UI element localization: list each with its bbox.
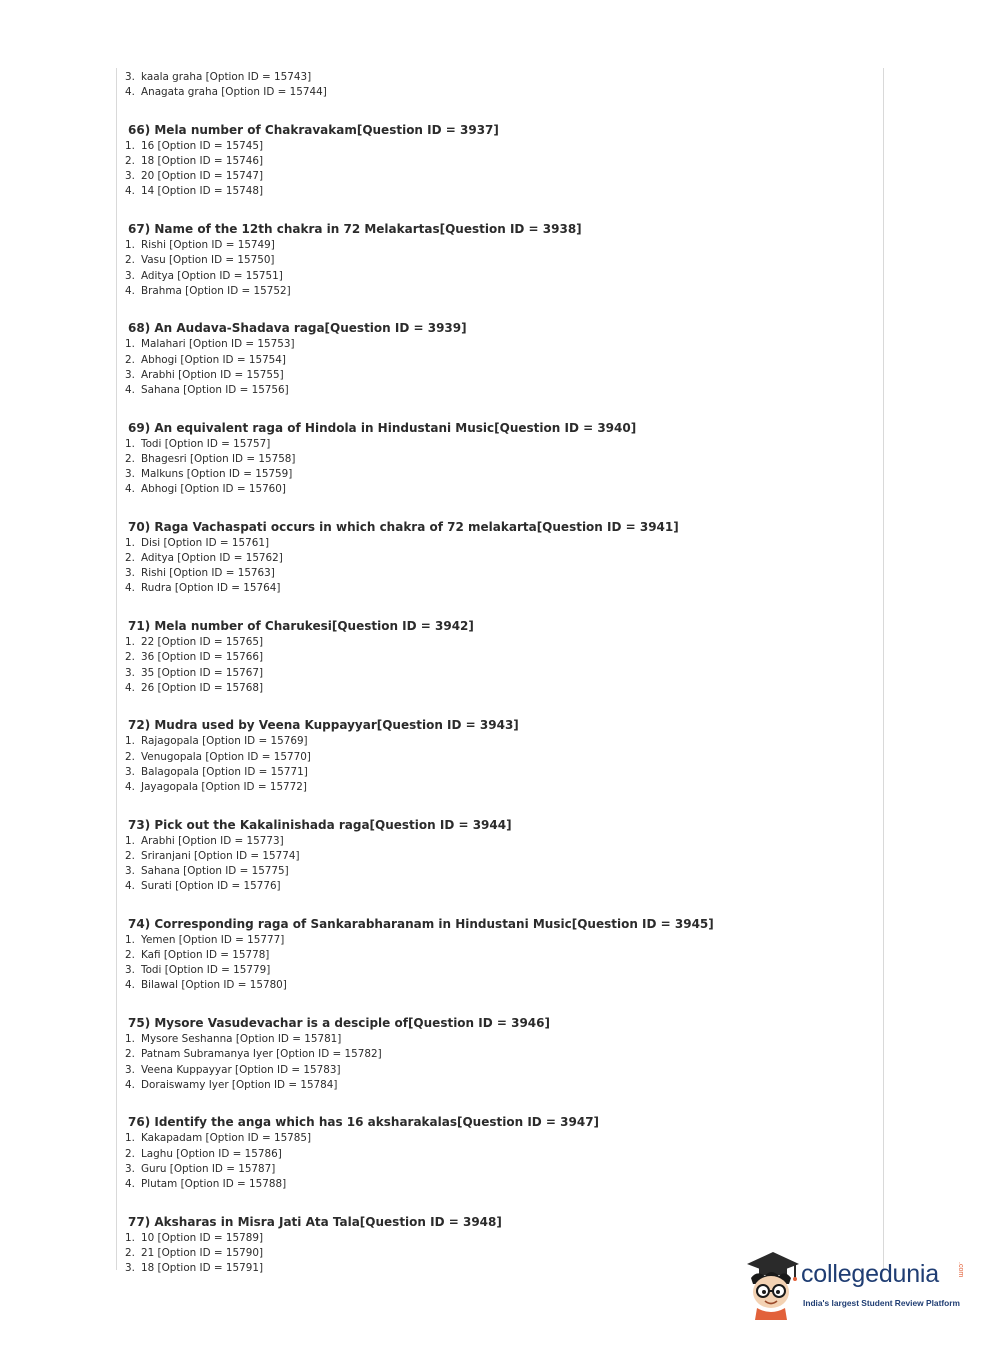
question-title: 74) Corresponding raga of Sankarabharanam in Hindustani Music[Question ID = 3945] [128, 916, 714, 931]
question-70 [125, 519, 865, 597]
logo-wordmark: collegedunia [801, 1260, 939, 1288]
mascot-icon [743, 1248, 803, 1320]
option: 3. Malkuns [Option ID = 15759] [125, 468, 293, 480]
option: 2. Laghu [Option ID = 15786] [125, 1147, 282, 1160]
option: 1. 10 [Option ID = 15789] [125, 1231, 264, 1244]
option: 3. Todi [Option ID = 15779] [125, 964, 271, 977]
option-list [125, 635, 865, 696]
option: 2. Aditya [Option ID = 15762] [125, 552, 283, 565]
option: 3. Veena Kuppayyar [Option ID = 15783] [125, 1063, 341, 1076]
option: 3. kaala graha [Option ID = 15743] [125, 71, 312, 83]
question-76 [125, 1114, 865, 1192]
question-title: 73) Pick out the Kakalinishada raga[Question ID = 3944] [128, 817, 512, 832]
question-title: 66) Mela number of Chakravakam[Question ID = 3937] [128, 122, 499, 137]
question-69 [125, 420, 865, 498]
question-71 [125, 618, 865, 696]
question-66 [125, 122, 865, 200]
option: 2. Bhagesri [Option ID = 15758] [125, 452, 296, 465]
option: 3. Sahana [Option ID = 15775] [125, 865, 289, 877]
option-list [125, 238, 865, 299]
option: 1. 22 [Option ID = 15765] [125, 636, 264, 649]
option: 3. 20 [Option ID = 15747] [125, 170, 264, 183]
option: 4. Abhogi [Option ID = 15760] [125, 483, 286, 496]
option-list [125, 834, 865, 895]
option: 1. Kakapadam [Option ID = 15785] [125, 1132, 312, 1145]
option-list [125, 1032, 865, 1093]
question-title: 69) An equivalent raga of Hindola in Hindustani Music[Question ID = 3940] [128, 420, 637, 435]
question-73 [125, 817, 865, 895]
option: 3. 18 [Option ID = 15791] [125, 1262, 264, 1274]
option: 1. Mysore Seshanna [Option ID = 15781] [125, 1033, 342, 1046]
collegedunia-logo [743, 1248, 973, 1320]
question-title: 70) Raga Vachaspati occurs in which chakra of 72 melakarta[Question ID = 3941] [128, 519, 679, 534]
question-68 [125, 320, 865, 398]
option: 1. Todi [Option ID = 15757] [125, 437, 271, 450]
option: 2. 36 [Option ID = 15766] [125, 651, 264, 664]
option: 1. Rajagopala [Option ID = 15769] [125, 735, 308, 748]
option: 2. 21 [Option ID = 15790] [125, 1246, 264, 1259]
option: 2. Sriranjani [Option ID = 15774] [125, 849, 300, 862]
option: 3. Balagopala [Option ID = 15771] [125, 765, 308, 778]
question-title: 75) Mysore Vasudevachar is a desciple of[Question ID = 3946] [128, 1016, 550, 1031]
option: 4. Anagata graha [Option ID = 15744] [125, 86, 327, 99]
option: 2. Patnam Subramanya Iyer [Option ID = 15782] [125, 1048, 382, 1061]
question-72 [125, 717, 865, 795]
option: 4. Sahana [Option ID = 15756] [125, 383, 289, 396]
option: 2. Abhogi [Option ID = 15754] [125, 353, 286, 366]
option: 4. Jayagopala [Option ID = 15772] [125, 780, 307, 793]
option: 3. Guru [Option ID = 15787] [125, 1162, 276, 1175]
question-title: 72) Mudra used by Veena Kuppayyar[Question ID = 3943] [128, 718, 519, 733]
option-list [125, 139, 865, 200]
question-67 [125, 221, 865, 299]
question-title: 77) Aksharas in Misra Jati Ata Tala[Question ID = 3948] [128, 1214, 502, 1229]
option-list [125, 734, 865, 795]
option-list [125, 536, 865, 597]
option: 3. Aditya [Option ID = 15751] [125, 269, 283, 282]
question-title: 67) Name of the 12th chakra in 72 Melakartas[Question ID = 3938] [128, 222, 582, 237]
option: 2. Kafi [Option ID = 15778] [125, 949, 270, 962]
question-paper [125, 70, 865, 1276]
option: 4. 26 [Option ID = 15768] [125, 681, 264, 694]
option: 4. Doraiswamy Iyer [Option ID = 15784] [125, 1078, 338, 1091]
page-left-rule [116, 68, 117, 1270]
option: 1. Malahari [Option ID = 15753] [125, 338, 295, 351]
option-list [125, 337, 865, 398]
option-list [125, 1131, 865, 1192]
option: 1. Yemen [Option ID = 15777] [125, 933, 285, 946]
option: 1. Arabhi [Option ID = 15773] [125, 834, 284, 847]
question-title: 76) Identify the anga which has 16 aksharakalas[Question ID = 3947] [128, 1115, 600, 1130]
option: 3. Rishi [Option ID = 15763] [125, 567, 275, 580]
option: 3. 35 [Option ID = 15767] [125, 666, 264, 679]
question-75 [125, 1015, 865, 1093]
option: 2. Vasu [Option ID = 15750] [125, 254, 275, 267]
option: 4. Plutam [Option ID = 15788] [125, 1177, 287, 1190]
question-title: 71) Mela number of Charukesi[Question ID = 3942] [128, 619, 474, 634]
option: 1. Disi [Option ID = 15761] [125, 536, 270, 549]
option: 4. Surati [Option ID = 15776] [125, 880, 281, 893]
option: 3. Arabhi [Option ID = 15755] [125, 368, 284, 381]
logo-domain: .com [957, 1262, 964, 1278]
option: 4. Brahma [Option ID = 15752] [125, 284, 291, 297]
option-list [125, 437, 865, 498]
question-title: 68) An Audava-Shadava raga[Question ID = 3939] [128, 321, 467, 336]
logo-tagline: India's largest Student Review Platform [803, 1298, 960, 1308]
option: 2. Venugopala [Option ID = 15770] [125, 750, 311, 763]
option: 4. 14 [Option ID = 15748] [125, 185, 264, 198]
option: 1. Rishi [Option ID = 15749] [125, 239, 275, 252]
option-list [125, 933, 865, 994]
option: 4. Rudra [Option ID = 15764] [125, 582, 281, 595]
option: 1. 16 [Option ID = 15745] [125, 139, 264, 152]
option-list [125, 70, 865, 100]
option: 4. Bilawal [Option ID = 15780] [125, 979, 287, 992]
question-74 [125, 916, 865, 994]
page-right-rule [883, 68, 884, 1270]
continued-question [125, 70, 865, 100]
option: 2. 18 [Option ID = 15746] [125, 155, 264, 168]
